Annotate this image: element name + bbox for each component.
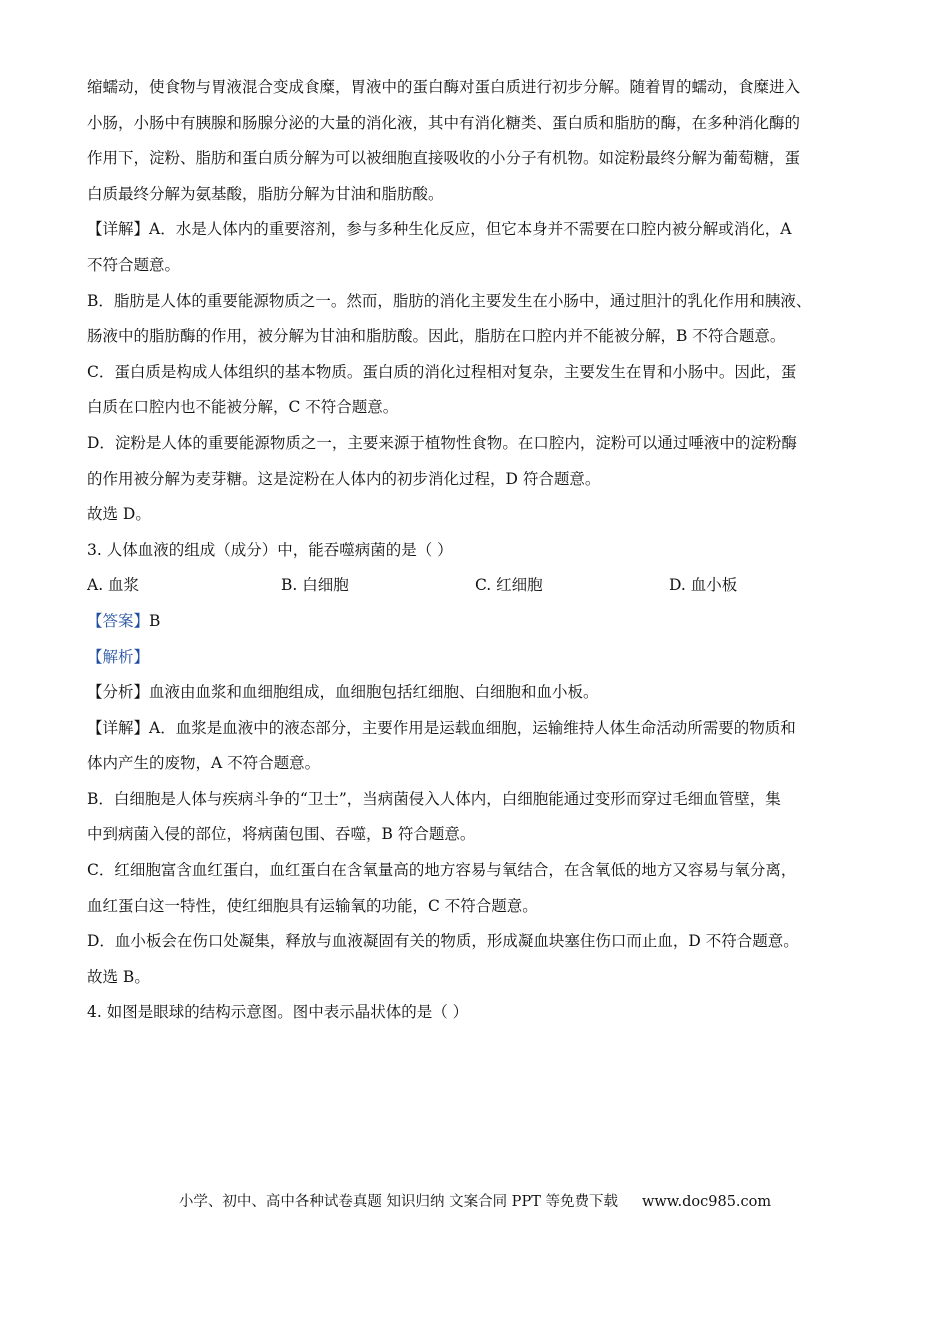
detail-text: A．血浆是血液中的液态部分，主要作用是运载血细胞，运输维持人体生命活动所需要的物质和 [149, 718, 796, 737]
text-line: C．蛋白质是构成人体组织的基本物质。蛋白质的消化过程相对复杂，主要发生在胃和小肠中。因此，蛋 [87, 362, 797, 381]
answer-label: 【答案】 [87, 611, 150, 630]
analysis-heading [87, 640, 867, 676]
text-line: B．脂肪是人体的重要能源物质之一。然而，脂肪的消化主要发生在小肠中，通过胆汁的乳化作用和胰液、 [87, 291, 812, 310]
text-line: 不符合题意。 [87, 255, 181, 274]
analysis-label: 【解析】 [87, 647, 150, 666]
conclusion: 故选 D。 [87, 505, 151, 524]
footer-text: 小学、初中、高中各种试卷真题 知识归纳 文案合同 PPT 等免费下载 [178, 1194, 618, 1210]
text-line: C．红细胞富含血红蛋白，血红蛋白在含氧量高的地方容易与氧结合，在含氧低的地方又容易与氧分离， [87, 861, 797, 880]
fenxi-label: 【分析】 [87, 683, 150, 702]
text-line: 作用下，淀粉、脂肪和蛋白质分解为可以被细胞直接吸收的小分子有机物。如淀粉最终分解为葡萄糖，蛋 [87, 149, 801, 168]
question-stem: 4. 如图是眼球的结构示意图。图中表示晶状体的是（ ） [87, 1003, 469, 1022]
option-b: B. 白细胞 [281, 576, 349, 595]
option-d: D. 血小板 [669, 576, 738, 595]
text-line: 小肠，小肠中有胰腺和肠腺分泌的大量的消化液，其中有消化糖类、蛋白质和脂肪的酶，在多种消化酶的 [87, 113, 801, 132]
text-line: 白质最终分解为氨基酸，脂肪分解为甘油和脂肪酸。 [87, 184, 444, 203]
question-stem: 3. 人体血液的组成（成分）中，能吞噬病菌的是（ ） [87, 540, 453, 559]
option-c: C. 红细胞 [475, 576, 543, 595]
document-page [87, 70, 867, 1031]
footer-url[interactable]: www.doc985.com [641, 1194, 772, 1210]
text-line: D．淀粉是人体的重要能源物质之一，主要来源于植物性食物。在口腔内，淀粉可以通过唾液中的淀粉酶 [87, 433, 797, 452]
text-line [87, 711, 867, 747]
question-3 [87, 533, 867, 996]
detail-text: A．水是人体内的重要溶剂，参与多种生化反应，但它本身并不需要在口腔内被分解或消化，A [149, 220, 792, 239]
text-line: 缩蠕动，使食物与胃液混合变成食糜，胃液中的蛋白酶对蛋白质进行初步分解。随着胃的蠕动，食糜进入 [87, 78, 801, 96]
text-line: 体内产生的废物，A 不符合题意。 [87, 754, 321, 773]
detail-label: 【详解】 [87, 718, 150, 737]
q2-analysis-paragraph [87, 70, 867, 212]
option-list [87, 568, 867, 604]
detail-label: 【详解】 [87, 220, 150, 239]
option-a: A. 血浆 [87, 576, 140, 595]
text-line: 白质在口腔内也不能被分解，C 不符合题意。 [87, 398, 399, 417]
fenxi-text: 血液由血浆和血细胞组成，血细胞包括红细胞、白细胞和血小板。 [149, 683, 599, 702]
conclusion: 故选 B。 [87, 967, 150, 986]
text-line: 的作用被分解为麦芽糖。这是淀粉在人体内的初步消化过程，D 符合题意。 [87, 469, 601, 488]
text-line: 中到病菌入侵的部位，将病菌包围、吞噬，B 符合题意。 [87, 825, 476, 844]
text-line [87, 212, 867, 248]
answer-value: B [149, 611, 161, 630]
fenxi-line [87, 675, 867, 711]
q2-detail-section [87, 212, 867, 532]
text-line: D．血小板会在伤口处凝集，释放与血液凝固有关的物质，形成凝血块塞住伤口而止血，D 不符合题意。 [87, 932, 799, 951]
text-line: B．白细胞是人体与疾病斗争的“卫士”，当病菌侵入人体内，白细胞能通过变形而穿过毛细血管壁，集 [87, 789, 781, 808]
question-4 [87, 995, 867, 1031]
page-footer [0, 1190, 950, 1211]
text-line: 肠液中的脂肪酶的作用，被分解为甘油和脂肪酸。因此，脂肪在口腔内并不能被分解，B 不符合题意。 [87, 327, 786, 346]
answer-line [87, 604, 867, 640]
text-line: 血红蛋白这一特性，使红细胞具有运输氧的功能，C 不符合题意。 [87, 896, 538, 915]
